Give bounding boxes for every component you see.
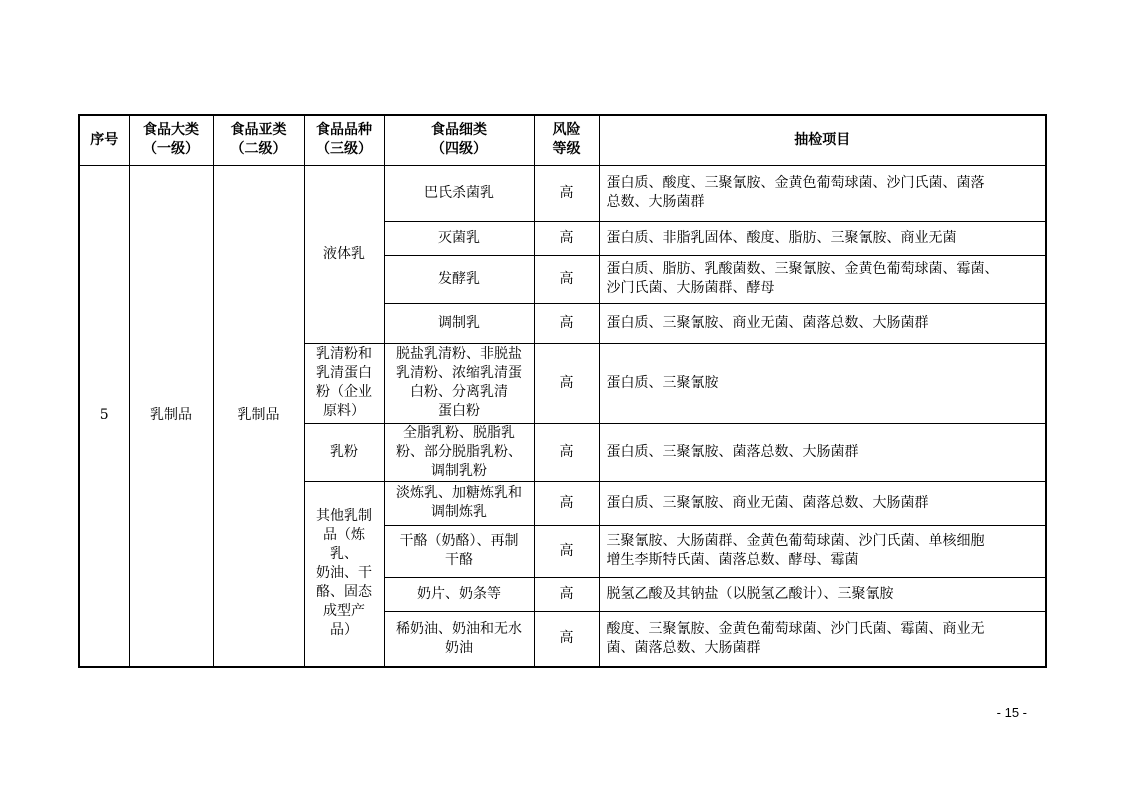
inspection-items-cell: 三聚氰胺、大肠菌群、金黄色葡萄球菌、沙门氏菌、单核细胞 增生李斯特氏菌、菌落总数、酵母、霉菌 xyxy=(599,525,1046,577)
risk-level-cell: 高 xyxy=(534,165,599,221)
subcategory-cell: 脱盐乳清粉、非脱盐 乳清粉、浓缩乳清蛋 白粉、分离乳清 蛋白粉 xyxy=(384,343,534,423)
inspection-items-cell: 蛋白质、三聚氰胺、菌落总数、大肠菌群 xyxy=(599,423,1046,481)
inspection-items-cell: 蛋白质、非脂乳固体、酸度、脂肪、三聚氰胺、商业无菌 xyxy=(599,221,1046,255)
inspection-items-cell: 蛋白质、三聚氰胺 xyxy=(599,343,1046,423)
header-seq: 序号 xyxy=(79,115,129,165)
inspection-items-cell: 蛋白质、三聚氰胺、商业无菌、菌落总数、大肠菌群 xyxy=(599,481,1046,525)
subcategory-cell: 巴氏杀菌乳 xyxy=(384,165,534,221)
inspection-items-cell: 脱氢乙酸及其钠盐（以脱氢乙酸计）、三聚氰胺 xyxy=(599,577,1046,611)
subcategory-cell: 奶片、奶条等 xyxy=(384,577,534,611)
header-category1: 食品大类 （一级） xyxy=(129,115,213,165)
variety-cell: 液体乳 xyxy=(304,165,384,343)
header-inspection-items: 抽检项目 xyxy=(599,115,1046,165)
subcategory-cell: 淡炼乳、加糖炼乳和 调制炼乳 xyxy=(384,481,534,525)
header-category4: 食品细类 （四级） xyxy=(384,115,534,165)
table-row xyxy=(79,165,1046,221)
inspection-table xyxy=(78,114,1047,668)
subcategory-cell: 全脂乳粉、脱脂乳 粉、部分脱脂乳粉、 调制乳粉 xyxy=(384,423,534,481)
risk-level-cell: 高 xyxy=(534,221,599,255)
subcategory-cell: 灭菌乳 xyxy=(384,221,534,255)
variety-cell: 其他乳制 品（炼乳、 奶油、干 酪、固态 成型产 品） xyxy=(304,481,384,667)
page-number: - 15 - xyxy=(996,705,1027,720)
seq-cell: 5 xyxy=(79,165,129,667)
risk-level-cell: 高 xyxy=(534,611,599,667)
subcategory-cell: 稀奶油、奶油和无水 奶油 xyxy=(384,611,534,667)
risk-level-cell: 高 xyxy=(534,255,599,303)
subcategory-cell: 调制乳 xyxy=(384,303,534,343)
risk-level-cell: 高 xyxy=(534,423,599,481)
header-category3: 食品品种 （三级） xyxy=(304,115,384,165)
subcategory-cell: 发酵乳 xyxy=(384,255,534,303)
inspection-items-cell: 蛋白质、三聚氰胺、商业无菌、菌落总数、大肠菌群 xyxy=(599,303,1046,343)
variety-cell: 乳清粉和 乳清蛋白 粉（企业 原料） xyxy=(304,343,384,423)
risk-level-cell: 高 xyxy=(534,525,599,577)
risk-level-cell: 高 xyxy=(534,481,599,525)
variety-cell: 乳粉 xyxy=(304,423,384,481)
inspection-items-cell: 蛋白质、脂肪、乳酸菌数、三聚氰胺、金黄色葡萄球菌、霉菌、 沙门氏菌、大肠菌群、酵母 xyxy=(599,255,1046,303)
risk-level-cell: 高 xyxy=(534,303,599,343)
risk-level-cell: 高 xyxy=(534,343,599,423)
category1-cell: 乳制品 xyxy=(129,165,213,667)
inspection-items-cell: 酸度、三聚氰胺、金黄色葡萄球菌、沙门氏菌、霉菌、商业无 菌、菌落总数、大肠菌群 xyxy=(599,611,1046,667)
category2-cell: 乳制品 xyxy=(213,165,304,667)
header-category2: 食品亚类 （二级） xyxy=(213,115,304,165)
header-risk-level: 风险 等级 xyxy=(534,115,599,165)
header-row xyxy=(79,115,1046,165)
table-body xyxy=(79,165,1046,667)
subcategory-cell: 干酪（奶酪）、再制 干酪 xyxy=(384,525,534,577)
inspection-items-cell: 蛋白质、酸度、三聚氰胺、金黄色葡萄球菌、沙门氏菌、菌落 总数、大肠菌群 xyxy=(599,165,1046,221)
risk-level-cell: 高 xyxy=(534,577,599,611)
